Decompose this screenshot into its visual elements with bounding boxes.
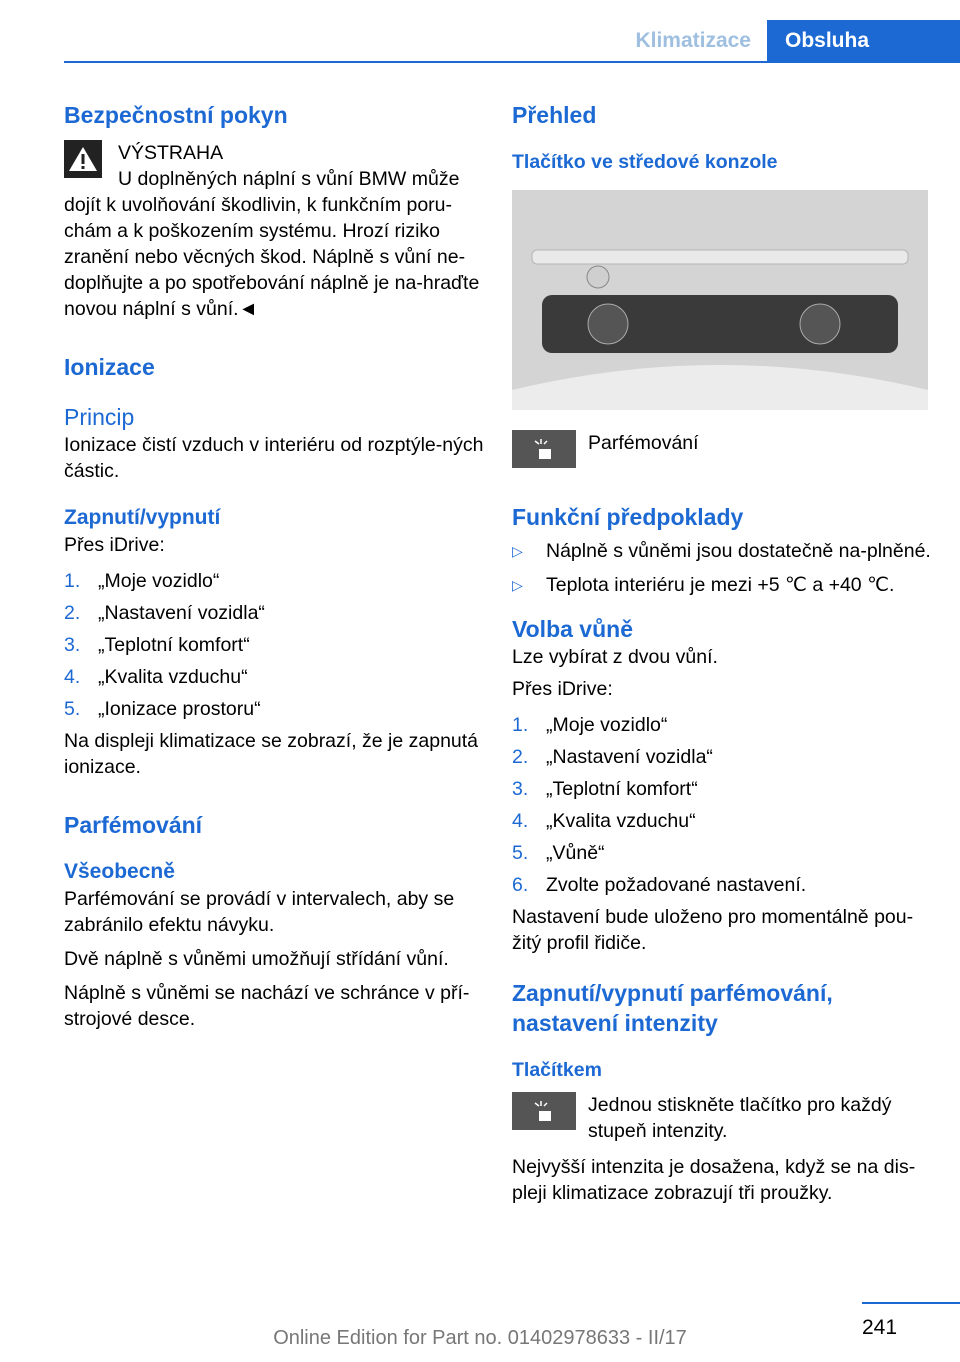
list-item: 4. „Kvalita vzduchu“: [64, 666, 248, 688]
scent-text: Lze vybírat z dvou vůní.: [512, 646, 718, 668]
warning-text: U doplněných náplní s vůní BMW může dojít k uvolňování škodlivin, k funkčním poru-chám a k poškozením systému. Hrozí riziko zranění nebo věcných škod. Náplně s vůní ne-doplňujte a po spotřebování náplně je na-hraďte novou náplní s vůní.◄: [64, 168, 480, 320]
principle-text: Ionizace čistí vzduch v interiéru od rozptýle-ných částic.: [64, 434, 484, 482]
tab-klimatizace[interactable]: Klimatizace: [635, 29, 751, 52]
list-item: 1. „Moje vozidlo“: [512, 714, 668, 736]
display-text: Na displeji klimatizace se zobrazí, že je zapnutá ionizace.: [64, 730, 479, 778]
header-divider: [64, 61, 960, 63]
list-item: 3. „Teplotní komfort“: [64, 634, 250, 656]
button-title: Tlačítko ve středové konzole: [512, 151, 778, 173]
general-text-1: Parfémování se provádí v intervalech, aby se zabránilo efektu návyku.: [64, 888, 455, 936]
header-tabs: [619, 20, 960, 62]
triangle-bullet-icon: ▷: [512, 543, 523, 559]
perfume-caption: Parfémování: [588, 432, 699, 454]
list-item: 3. „Teplotní komfort“: [512, 778, 698, 800]
via-idrive-right: Přes iDrive:: [512, 678, 613, 700]
intensity-text: Jednou stiskněte tlačítko pro každý stupeň intenzity.: [588, 1094, 892, 1142]
prereq-list: [512, 538, 932, 598]
perfume-button-row: [512, 430, 932, 468]
tab-obsluha[interactable]: Obsluha: [767, 20, 960, 62]
page-number: 241: [862, 1316, 898, 1339]
list-item: 2. „Nastavení vozidla“: [64, 602, 265, 624]
overview-title: Přehled: [512, 102, 597, 128]
prereq-title: Funkční předpoklady: [512, 504, 744, 530]
console-photo: [512, 190, 928, 410]
perfume-button-icon: [512, 1092, 576, 1130]
general-title: Všeobecně: [64, 860, 175, 883]
list-item: 5. „Vůně“: [512, 842, 605, 864]
left-column: [64, 100, 484, 1032]
scent-steps: [512, 712, 932, 898]
perfume-title: Parfémování: [64, 812, 203, 838]
perfume-button-icon: [512, 430, 576, 468]
general-text-3: Náplně s vůněmi se nachází ve schránce v pří-strojové desce.: [64, 982, 470, 1030]
intensity-title: Zapnutí/vypnutí parfémování, nastavení intenzity: [512, 980, 833, 1036]
onoff-title: Zapnutí/vypnutí: [64, 506, 221, 529]
list-item: 1. „Moje vozidlo“: [64, 570, 220, 592]
button-subtitle: Tlačítkem: [512, 1059, 602, 1081]
warning-triangle-icon: [64, 140, 102, 178]
ionization-title: Ionizace: [64, 354, 155, 380]
ionization-steps: [64, 568, 484, 722]
via-idrive: Přes iDrive:: [64, 534, 165, 556]
list-item: ▷ Náplně s vůněmi jsou dostatečně na-plněné.: [512, 540, 931, 562]
footer-edition: Online Edition for Part no. 01402978633 - II/17: [273, 1327, 687, 1349]
warning-label: VÝSTRAHA: [118, 142, 224, 164]
max-intensity-text: Nejvyšší intenzita je dosažena, když se na dis-pleji klimatizace zobrazují tři proužky.: [512, 1156, 916, 1204]
list-item: 4. „Kvalita vzduchu“: [512, 810, 696, 832]
principle-title: Princip: [64, 404, 135, 430]
triangle-bullet-icon: ▷: [512, 577, 523, 593]
footer-divider: [862, 1302, 960, 1304]
list-item: 2. „Nastavení vozidla“: [512, 746, 713, 768]
intensity-button-row: [512, 1092, 932, 1144]
general-text-2: Dvě náplně s vůněmi umožňují střídání vůní.: [64, 948, 449, 970]
right-column: [512, 100, 932, 1206]
safety-title: Bezpečnostní pokyn: [64, 102, 288, 128]
list-item: ▷ Teplota interiéru je mezi +5 ℃ a +40 ℃.: [512, 574, 895, 596]
list-item: 5. „Ionizace prostoru“: [64, 698, 261, 720]
saved-text: Nastavení bude uloženo pro momentálně pou-žitý profil řidiče.: [512, 906, 914, 954]
list-item: 6. Zvolte požadované nastavení.: [512, 874, 807, 896]
scent-title: Volba vůně: [512, 616, 633, 642]
